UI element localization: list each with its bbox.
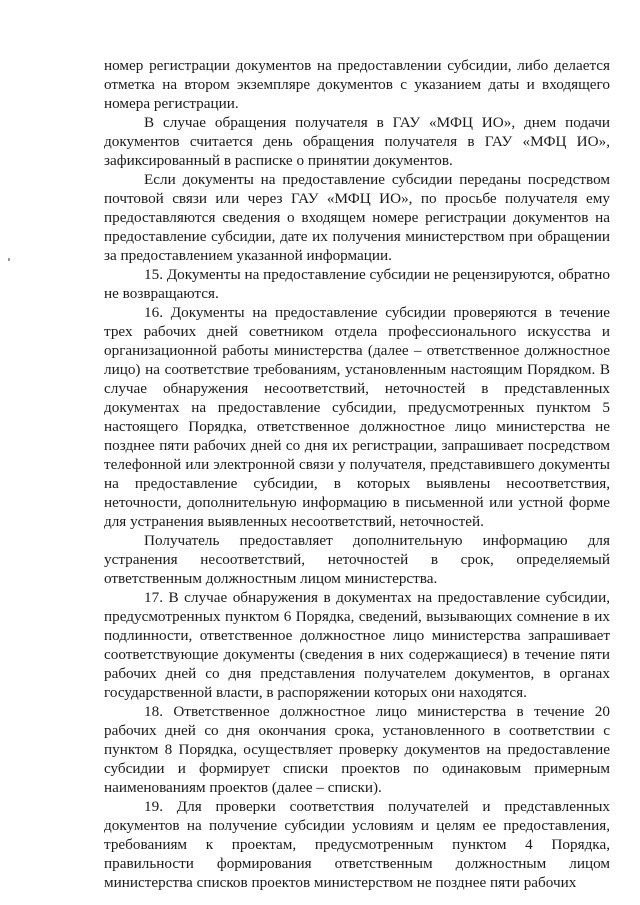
paragraph-continuation: номер регистрации документов на предоставлении субсидии, либо делается отметка на втором экземпляре документов с указанием даты и входящего номера регистрации. (104, 57, 610, 112)
document-page (104, 56, 610, 892)
paragraph-item-19: 19. Для проверки соответствия получателей и представленных документов на получение субсидии условиям и целям ее предоставления, требованиям к проектам, предусмотренным пунктом 4 Порядка, правильности формирования ответственным должностным лицом министерства списков проектов министерством не позднее пяти рабочих (104, 798, 610, 891)
paragraph-item-15: 15. Документы на предоставление субсидии не рецензируются, обратно не возвращаются. (104, 266, 610, 302)
paragraph-item-16: 16. Документы на предоставление субсидии проверяются в течение трех рабочих дней советником отдела профессионального искусства и организационной работы министерства (далее – ответственное должностное лицо) на соответствие требованиям, установленным настоящим Порядком. В случае обнаружения несоответствий, неточностей в представленных документах на предоставление субсидии, предусмотренных пунктом 5 настоящего Порядка, ответственное должностное лицо министерства не позднее пяти рабочих дней со дня их регистрации, запрашивает посредством телефонной или электронной связи у получателя, представившего документы на предоставление субсидии, в которых выявлены несоответствия, неточности, дополнительную информацию в письменной или устной форме для устранения выявленных несоответствий, неточностей. (104, 304, 610, 530)
scan-artifact (8, 258, 10, 261)
paragraph-recipient-info: Получатель предоставляет дополнительную информацию для устранения несоответствий, неточностей в срок, определяемый ответственным должностным лицом министерства. (104, 532, 610, 587)
paragraph-item-18: 18. Ответственное должностное лицо министерства в течение 20 рабочих дней со дня окончания срока, установленного в соответствии с пунктом 8 Порядка, осуществляет проверку документов на предоставление субсидии и формирует списки проектов по одинаковым примерным наименованиям проектов (далее – списки). (104, 703, 610, 796)
paragraph-item-17: 17. В случае обнаружения в документах на предоставление субсидии, предусмотренных пунктом 6 Порядка, сведений, вызывающих сомнение в их подлинности, ответственное должностное лицо министерства запрашивает соответствующие документы (сведения в них содержащиеся) в течение пяти рабочих дней со дня представления получателем документов, в органах государственной власти, в распоряжении которых они находятся. (104, 589, 610, 701)
paragraph-mfc-submission: В случае обращения получателя в ГАУ «МФЦ ИО», днем подачи документов считается день обращения получателя в ГАУ «МФЦ ИО», зафиксированный в расписке о принятии документов. (104, 114, 610, 169)
paragraph-postal-submission: Если документы на предоставление субсидии переданы посредством почтовой связи или через ГАУ «МФЦ ИО», по просьбе получателя ему предоставляются сведения о входящем номере регистрации документов на предоставление субсидии, дате их получения министерством при обращении за предоставлением указанной информации. (104, 171, 610, 264)
